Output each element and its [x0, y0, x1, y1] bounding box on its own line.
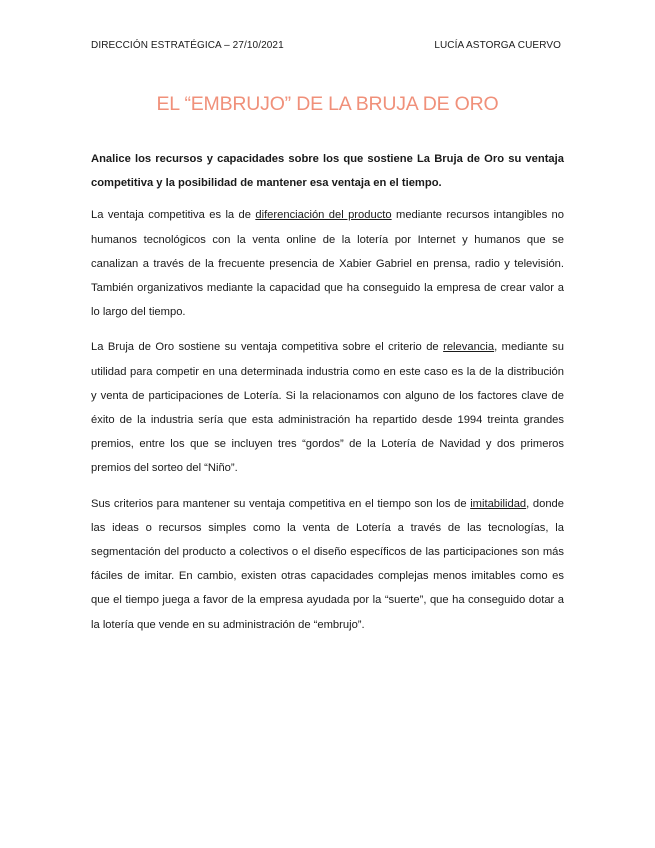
paragraph-1 [91, 203, 564, 324]
page-header [91, 40, 561, 51]
paragraph-2 [91, 335, 564, 480]
paragraph-2-underlined: relevancia [443, 341, 495, 354]
paragraph-2-text-b: , mediante su utilidad para competir en una determinada industria como en este caso es la de la distribución y venta de participaciones de Lotería. Si la relacionamos con alguno de los factores clave de éxito de la industria sería que esta administración ha repartido desde 1994 treinta grandes premios, entre los que se incluyen tres “gordos” de la Lotería de Navidad y dos primeros premios del sorteo del “Niño”. [91, 341, 564, 475]
document-title: EL “EMBRUJO” DE LA BRUJA DE ORO [156, 93, 499, 115]
paragraph-3-text-b: , donde las ideas o recursos simples como la venta de Lotería a través de las tecnologías, la segmentación del producto a colectivos o el diseño específicos de las participaciones son más fáciles de imitar. En cambio, existen otras capacidades complejas menos imitables como es que el tiempo juega a favor de la empresa ayudada por la “suerte”, que ha conseguido dotar a la lotería que vende en su administración de “embrujo”. [91, 497, 564, 631]
header-right: LUCÍA ASTORGA CUERVO [434, 40, 561, 51]
question-paragraph: Analice los recursos y capacidades sobre los que sostiene La Bruja de Oro su ventaja competitiva y la posibilidad de mantener esa ventaja en el tiempo. [91, 153, 564, 190]
document-body [91, 147, 564, 648]
paragraph-1-text-a: La ventaja competitiva es la de [91, 209, 256, 222]
paragraph-1-underlined: diferenciación del producto [255, 209, 392, 222]
paragraph-3-text-a: Sus criterios para mantener su ventaja competitiva en el tiempo son los de [91, 497, 471, 510]
paragraph-2-text-a: La Bruja de Oro sostiene su ventaja competitiva sobre el criterio de [91, 341, 444, 354]
paragraph-1-text-b: mediante recursos intangibles no humanos tecnológicos con la venta online de la lotería por Internet y humanos que se canalizan a través de la frecuente presencia de Xabier Gabriel en prensa, radio y televisión. También organizativos mediante la capacidad que ha conseguido la empresa de crear valor a lo largo del tiempo. [91, 209, 565, 319]
paragraph-3-underlined: imitabilidad [470, 497, 527, 510]
header-left: DIRECCIÓN ESTRATÉGICA – 27/10/2021 [91, 40, 284, 51]
paragraph-3 [91, 492, 564, 637]
